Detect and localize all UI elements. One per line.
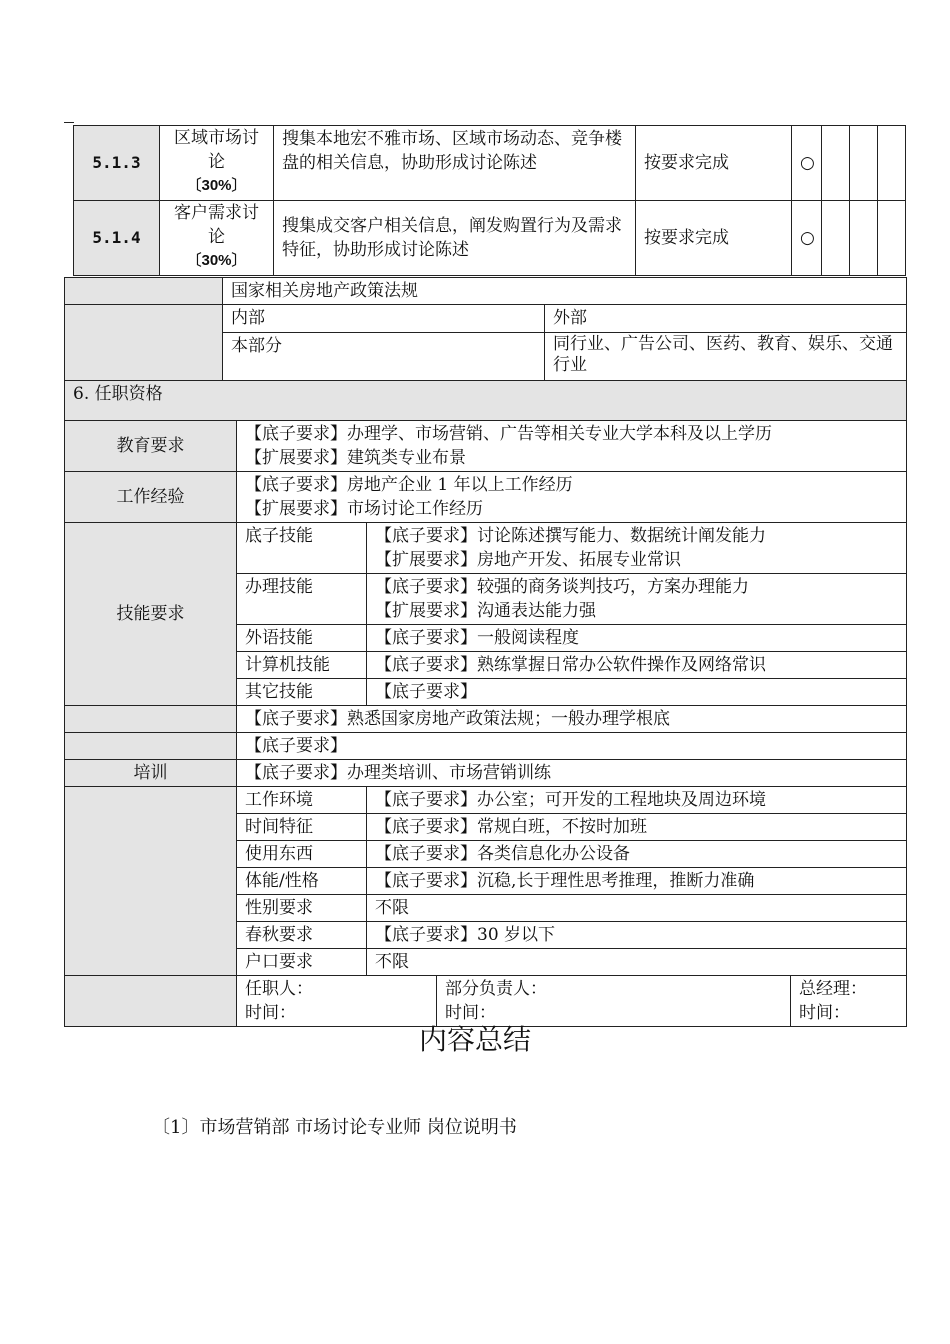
skill-value: 【底子要求】熟练掌握日常办公软件操作及网络常识 — [367, 652, 907, 679]
signature-dept-head-label: 部分负责人： — [445, 979, 547, 999]
condition-value: 【底子要求】办公室；可开发的工程地块及周边环境 — [367, 787, 907, 814]
task-standard: 按要求完成 — [636, 126, 792, 201]
condition-name: 性别要求 — [237, 895, 367, 922]
condition-name: 工作环境 — [237, 787, 367, 814]
condition-name: 使用东西 — [237, 841, 367, 868]
skill-line: 【底子要求】较强的商务谈判技巧，方案办理能力 — [375, 577, 749, 597]
policy-row — [65, 278, 907, 305]
task-content: 搜集成交客户相关信息，阐发购置行为及需求特征，协助形成讨论陈述 — [274, 201, 636, 276]
education-value — [237, 421, 907, 472]
training-row — [65, 760, 907, 787]
condition-name: 时间特征 — [237, 814, 367, 841]
task-code: 5.1.4 — [74, 201, 160, 276]
signature-gm-label: 总经理： — [799, 979, 867, 999]
skills-label: 技能要求 — [65, 523, 237, 706]
experience-line: 【底子要求】房地产企业 1 年以上工作经历 — [245, 475, 573, 495]
relations-header-row — [65, 305, 907, 333]
task-name-line2: 论 — [208, 227, 225, 247]
task-name-line1: 客户需求讨 — [174, 203, 259, 223]
task-mark: ○ — [792, 126, 822, 201]
condition-value: 【底子要求】各类信息化办公设备 — [367, 841, 907, 868]
skill-value: 【底子要求】一般阅读程度 — [367, 625, 907, 652]
experience-value — [237, 472, 907, 523]
external-value: 同行业、广告公司、医药、教育、娱乐、交通行业 — [545, 333, 907, 381]
knowledge-row — [65, 706, 907, 733]
training-value: 【底子要求】办理类培训、市场营销训练 — [237, 760, 907, 787]
task-row-514 — [74, 201, 906, 276]
skill-value: 【底子要求】 — [367, 679, 907, 706]
header-rule — [64, 122, 74, 123]
internal-value: 本部分 — [223, 333, 545, 381]
external-label: 外部 — [545, 305, 907, 333]
skill-value — [367, 574, 907, 625]
skill-name: 其它技能 — [237, 679, 367, 706]
section-6-title: 6. 任职资格 — [65, 381, 907, 421]
policy-text: 国家相关房地产政策法规 — [223, 278, 907, 305]
summary-item: 〔1〕市场营销部 市场讨论专业师 岗位说明书 — [152, 1117, 517, 1138]
condition-value: 【底子要求】沉稳,长于理性思考推理，推断力准确 — [367, 868, 907, 895]
skill-line: 【扩展要求】沟通表达能力强 — [375, 601, 596, 621]
signature-time-label: 时间： — [799, 1003, 850, 1023]
task-weight: 〔30%〕 — [186, 252, 247, 269]
skill-value — [367, 523, 907, 574]
training-label: 培训 — [65, 760, 237, 787]
experience-line: 【扩展要求】市场讨论工作经历 — [245, 499, 483, 519]
skill-line: 【底子要求】讨论陈述撰写能力、数据统计阐发能力 — [375, 526, 766, 546]
education-line: 【底子要求】办理学、市场营销、广告等相关专业大学本科及以上学历 — [245, 424, 772, 444]
qualification-table — [64, 277, 907, 1027]
education-row — [65, 421, 907, 472]
knowledge-value: 【底子要求】熟悉国家房地产政策法规；一般办理学根底 — [237, 706, 907, 733]
signature-holder-label: 任职人： — [245, 979, 313, 999]
other-requirement-row — [65, 733, 907, 760]
condition-name: 春秋要求 — [237, 922, 367, 949]
task-name — [160, 201, 274, 276]
task-weight: 〔30%〕 — [186, 177, 247, 194]
signature-time-label: 时间： — [445, 1003, 496, 1023]
summary-title: 内容总结 — [418, 1023, 531, 1056]
education-line: 【扩展要求】建筑类专业布景 — [245, 448, 466, 468]
task-name-line2: 论 — [208, 152, 225, 172]
condition-row — [65, 787, 907, 814]
condition-name: 体能/性格 — [237, 868, 367, 895]
task-standard: 按要求完成 — [636, 201, 792, 276]
skill-name: 底子技能 — [237, 523, 367, 574]
experience-label: 工作经验 — [65, 472, 237, 523]
internal-label: 内部 — [223, 305, 545, 333]
skill-name: 计算机技能 — [237, 652, 367, 679]
experience-row — [65, 472, 907, 523]
task-mark: ○ — [792, 201, 822, 276]
condition-value: 【底子要求】30 岁以下 — [367, 922, 907, 949]
task-table — [73, 125, 906, 276]
section-6-row — [65, 381, 907, 421]
signature-time-label: 时间： — [245, 1003, 296, 1023]
task-code: 5.1.3 — [74, 126, 160, 201]
condition-value: 不限 — [367, 895, 907, 922]
skill-line: 【扩展要求】房地产开发、拓展专业常识 — [375, 550, 681, 570]
education-label: 教育要求 — [65, 421, 237, 472]
skill-name: 外语技能 — [237, 625, 367, 652]
condition-name: 户口要求 — [237, 949, 367, 976]
task-name-line1: 区域市场讨 — [174, 128, 259, 148]
skill-name: 办理技能 — [237, 574, 367, 625]
task-content: 搜集本地宏不雅市场、区域市场动态、竞争楼盘的相关信息，协助形成讨论陈述 — [274, 126, 636, 201]
other-requirement-value: 【底子要求】 — [237, 733, 907, 760]
task-name — [160, 126, 274, 201]
task-row-513 — [74, 126, 906, 201]
skill-row — [65, 523, 907, 574]
condition-value: 【底子要求】常规白班，不按时加班 — [367, 814, 907, 841]
condition-value: 不限 — [367, 949, 907, 976]
